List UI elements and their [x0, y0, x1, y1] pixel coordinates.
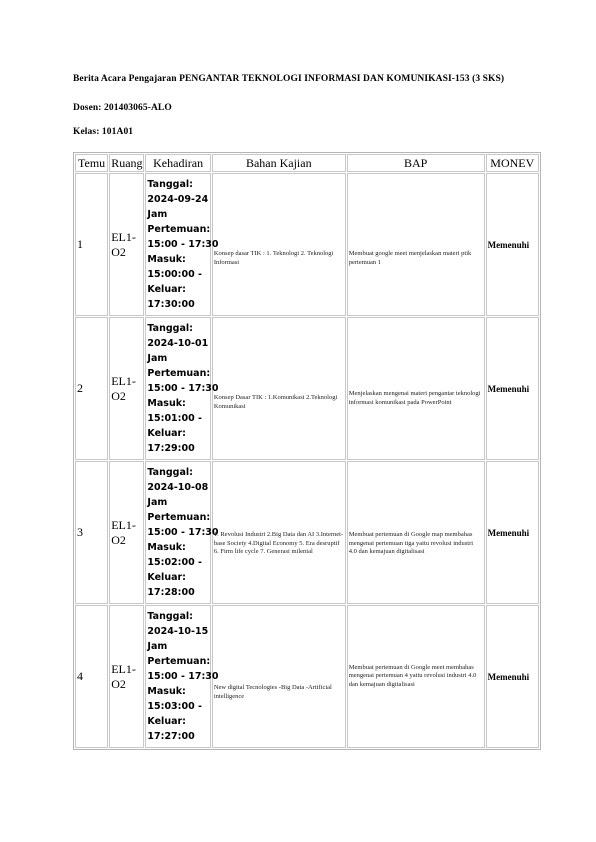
room: EL1-O2	[109, 461, 144, 604]
bap-text: Membuat pertemuan di Google map membahas mengenai pertemuan tiga yaitu revolusi industri 4.0 dan kemajuan digitalisasi	[348, 531, 474, 556]
bap-text: Membuat pertemuan di Google meet membahas mengenai pertemuan 4 yaitu revolusi industri 4.0 dan kemajuan digitalisasi	[348, 663, 477, 688]
attendance-line: 15:01:00 -	[147, 413, 202, 424]
attendance-line: Keluar:	[147, 428, 186, 439]
attendance-line: Pertemuan:	[147, 512, 211, 523]
bap-text: Membuat google meet menjelaskan materi ptik pertemuan 1	[348, 250, 472, 266]
attendance-line: Masuk:	[147, 542, 186, 553]
column-header-temu: Temu	[75, 154, 108, 172]
attendance-line: Masuk:	[147, 398, 186, 409]
attendance-line: Jam	[147, 641, 168, 652]
column-header-kehadiran: Kehadiran	[145, 154, 210, 172]
table-header-row	[75, 154, 539, 172]
room: EL1-O2	[109, 605, 144, 748]
attendance-line: Keluar:	[147, 716, 186, 727]
attendance-line: Pertemuan:	[147, 224, 211, 235]
table-row	[75, 461, 539, 604]
attendance-table	[73, 152, 541, 750]
attendance-line: 15:00 - 17:30	[147, 383, 219, 394]
attendance-line: 2024-09-24	[147, 194, 209, 205]
attendance-line: Tanggal:	[147, 323, 193, 334]
attendance-line: 15:00 - 17:30	[147, 527, 219, 538]
attendance-line: Jam	[147, 497, 168, 508]
attendance-line: 2024-10-15	[147, 626, 209, 637]
attendance-line: 15:00 - 17:30	[147, 671, 219, 682]
attendance-line: Pertemuan:	[147, 368, 211, 379]
attendance-line: 17:27:00	[147, 731, 195, 742]
attendance-line: Pertemuan:	[147, 656, 211, 667]
column-header-monev: MONEV	[486, 154, 539, 172]
study-material: 1. Revolusi Industri 2.Big Data dan AI 3.Internet-base Society 4.Digital Economy 5. Era desruptif 6. Firm life cycle 7. Generasi milenial	[213, 531, 344, 556]
study-material: Konsep Dasar TIK : 1.Komunikasi 2.Teknologi Komunikasi	[213, 394, 338, 410]
monev-status: Memenuhi	[486, 461, 539, 604]
monev-status: Memenuhi	[486, 605, 539, 748]
study-material-cell	[212, 605, 346, 748]
column-header-ruang: Ruang	[109, 154, 144, 172]
bap-text: Menjelaskan mengenai materi pengantar teknologi informasi komunikasi pada PowerPoint	[348, 390, 481, 406]
attendance-line: 15:03:00 -	[147, 701, 202, 712]
attendance-line: 15:00 - 17:30	[147, 239, 219, 250]
class-info: Kelas: 101A01	[73, 127, 134, 137]
table-row	[75, 173, 539, 316]
meeting-number: 2	[75, 317, 108, 460]
study-material: Konsep dasar TIK : 1. Teknologi 2. Teknologi Informasi	[213, 250, 334, 266]
study-material-cell	[212, 461, 346, 604]
monev-status: Memenuhi	[486, 317, 539, 460]
table-row	[75, 317, 539, 460]
attendance-line: Tanggal:	[147, 611, 193, 622]
study-material-cell	[212, 317, 346, 460]
bap-cell	[347, 461, 485, 604]
table-row	[75, 605, 539, 748]
attendance-line: 17:28:00	[147, 587, 195, 598]
attendance-line: Masuk:	[147, 686, 186, 697]
attendance-line: Tanggal:	[147, 179, 193, 190]
attendance-line: Jam	[147, 209, 168, 220]
bap-cell	[347, 605, 485, 748]
study-material-cell	[212, 173, 346, 316]
bap-cell	[347, 317, 485, 460]
bap-cell	[347, 173, 485, 316]
study-material: New digital Tecnologies -Big Data -Artificial intelligence	[213, 684, 332, 700]
attendance-line: 15:02:00 -	[147, 557, 202, 568]
attendance-cell	[145, 605, 219, 748]
attendance-line: 2024-10-01	[147, 338, 209, 349]
meeting-number: 1	[75, 173, 108, 316]
attendance-cell	[145, 317, 219, 460]
attendance-line: 17:29:00	[147, 443, 195, 454]
room: EL1-O2	[109, 173, 144, 316]
meeting-number: 4	[75, 605, 108, 748]
column-header-bahan-kajian: Bahan Kajian	[212, 154, 346, 172]
attendance-line: 17:30:00	[147, 299, 195, 310]
attendance-line: 2024-10-08	[147, 482, 209, 493]
monev-status: Memenuhi	[486, 173, 539, 316]
room: EL1-O2	[109, 317, 144, 460]
document-title: Berita Acara Pengajaran PENGANTAR TEKNOLOGI INFORMASI DAN KOMUNIKASI-153 (3 SKS)	[73, 74, 505, 84]
column-header-bap: BAP	[347, 154, 485, 172]
attendance-line: 15:00:00 -	[147, 269, 202, 280]
meeting-number: 3	[75, 461, 108, 604]
attendance-line: Keluar:	[147, 284, 186, 295]
lecturer-info: Dosen: 201403065-ALO	[73, 103, 172, 113]
attendance-line: Masuk:	[147, 254, 186, 265]
attendance-cell	[145, 461, 219, 604]
attendance-line: Tanggal:	[147, 467, 193, 478]
attendance-line: Keluar:	[147, 572, 186, 583]
attendance-cell	[145, 173, 219, 316]
attendance-line: Jam	[147, 353, 168, 364]
